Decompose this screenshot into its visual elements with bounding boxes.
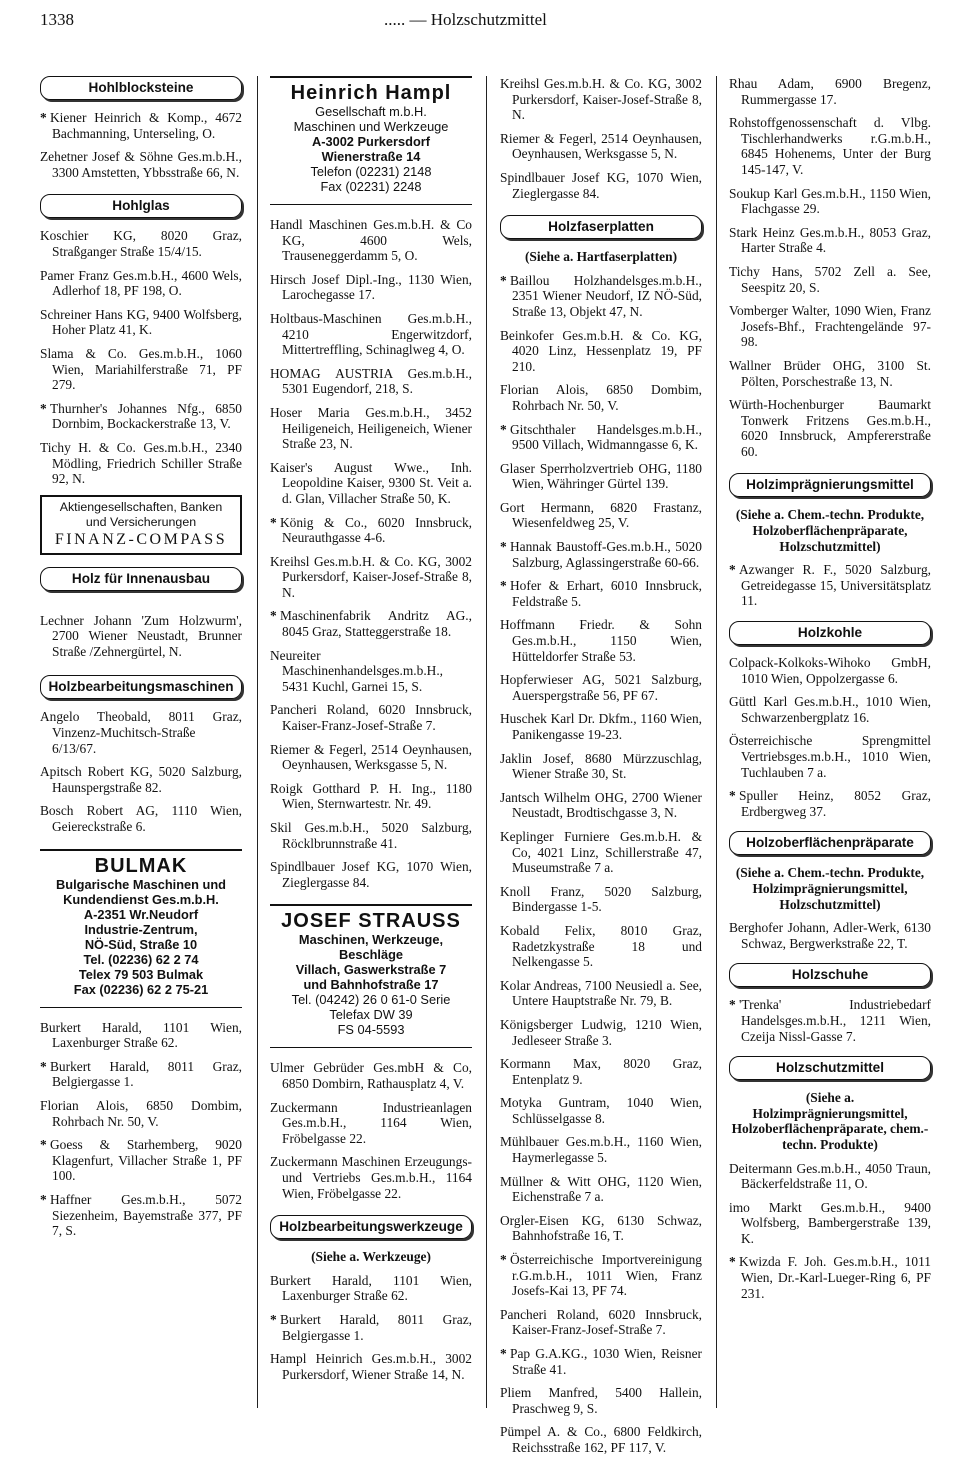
finanz-compass-ad [40, 495, 242, 555]
ad-line: Fax (02231) 2248 [320, 179, 422, 194]
list-item: Zuckermann Industrieanlagen Ges.m.b.H., 1164 Wien, Fröbelgasse 22. [270, 1099, 472, 1146]
column-3 [500, 76, 702, 1464]
list-item: Jaklin Josef, 8680 Mürzzuschlag, Wiener Straße 30, St. [500, 750, 702, 782]
list-item: Zehetner Josef & Söhne Ges.m.b.H., 3300 Amstetten, Ybbsstraße 66, N. [40, 149, 242, 180]
list-item: Apitsch Robert KG, 5020 Salzburg, Haunspergstraße 82. [40, 764, 242, 795]
list-item: * Thurnher's Johannes Nfg., 6850 Dornbim, Bockackerstraße 13, V. [40, 400, 242, 432]
list-item: Österreichische Sprengmittel Vertriebsges.m.b.H., 1010 Wien, Tuchlauben 7 a. [729, 733, 931, 780]
ad-line: Tel. (04242) 26 0 61-0 Serie [291, 992, 451, 1008]
list-item: Würth-Hochenburger Baumarkt Tonwerk Fritzens Ges.m.b.H., 6020 Innsbruck, Ampfererstraße 60. [729, 397, 931, 459]
list-item: * Haffner Ges.m.b.H., 5072 Siezenheim, Bayemstraße 377, PF 7, S. [40, 1191, 242, 1239]
column-rule [486, 76, 487, 1408]
list-item: Florian Alois, 6850 Dombim, Rohrbach Nr. 50, V. [40, 1098, 242, 1129]
list-item: Tichy Hans, 5702 Zell a. See, Seespitz 20, S. [729, 263, 931, 295]
ad-line: Gesellschaft m.b.H. [315, 104, 427, 119]
ad-rule [40, 849, 242, 851]
list-item: Wallner Brüder OHG, 3100 St. Pölten, Porschestraße 13, N. [729, 357, 931, 389]
marker-star: * [40, 1191, 47, 1207]
list-item: * Kiener Heinrich & Komp., 4672 Bachmanning, Unterseling, O. [40, 110, 242, 141]
list-item: Kreihsl Ges.m.b.H. & Co. KG, 3002 Purkersdorf, Kaiser-Josef-Straße 8, N. [500, 76, 702, 123]
list-item: Müllner & Witt OHG, 1120 Wien, Eichenstraße 7 a. [500, 1173, 702, 1205]
ad-line: Telefax DW 39 [329, 1007, 413, 1023]
list-item: Gort Hermann, 6820 Frastanz, Wiesenfeldweg 25, V. [500, 499, 702, 531]
list-item: * Maschinenfabrik Andritz AG., 8045 Graz, Statteggerstraße 18. [270, 608, 472, 640]
ad-line: und Bahnhofstraße 17 [303, 977, 439, 993]
marker-star: * [729, 562, 736, 578]
ad-brand: FINANZ-COMPASS [54, 530, 228, 548]
ad-rule [270, 204, 472, 205]
ad-title: Heinrich Hampl [290, 82, 452, 104]
marker-star: * [500, 578, 507, 594]
list-item: * Hofer & Erhart, 6010 Innsbruck, Feldstraße 5. [500, 578, 702, 609]
column-rule [716, 76, 717, 1408]
list-item: Huschek Karl Dr. Dkfm., 1160 Wien, Panikengasse 19-23. [500, 711, 702, 742]
ad-line: Telefon (02231) 2148 [310, 164, 432, 179]
list-item: Riemer & Fegerl, 2514 Oeynhausen, Oeynhausen, Werksgasse 5, N. [270, 741, 472, 773]
list-item: Kaiser's August Wwe., Inh. Leopoldine Kaiser, 9300 St. Veit a. d. Glan, Villacher Straße 50, K. [270, 459, 472, 506]
list-item: Tichy H. & Co. Ges.m.b.H., 2340 Mödling, Friedrich Schiller Straße 92, N. [40, 439, 242, 487]
column-rule [257, 76, 258, 1408]
ad-rule [270, 904, 472, 906]
list-item: Orgler-Eisen KG, 6130 Schwaz, Bahnhofstraße 16, T. [500, 1212, 702, 1244]
ad-line: und Versicherungen [85, 514, 197, 529]
ad-title: BULMAK [94, 854, 188, 877]
section-heading: Holzschuhe [729, 963, 931, 987]
list-item: Hirsch Josef Dipl.-Ing., 1130 Wien, Larochegasse 17. [270, 271, 472, 303]
ad-line: Kundendienst Ges.m.b.H. [63, 891, 219, 907]
page-number: 1338 [40, 10, 74, 29]
page-header [40, 10, 932, 36]
marker-star: * [500, 1252, 507, 1268]
marker-star: * [500, 1346, 507, 1361]
column-4 [729, 76, 931, 1309]
list-item: * Baillou Holzhandelsges.m.b.H., 2351 Wiener Neudorf, IZ NÖ-Süd, Straße 13, Objekt 47, N. [500, 272, 702, 319]
ad-line: Fax (02236) 62 2 75-21 [73, 981, 209, 997]
list-item: * Spuller Heinz, 8052 Graz, Erdbergweg 37. [729, 788, 931, 819]
list-item: Pamer Franz Ges.m.b.H., 4600 Wels, Adlerhof 18, PF 198, O. [40, 267, 242, 299]
list-item: Spindlbauer Josef KG, 1070 Wien, Zieglergasse 84. [500, 169, 702, 201]
list-item: Florian Alois, 6850 Dombim, Rohrbach Nr. 50, V. [500, 382, 702, 413]
marker-star: * [729, 788, 736, 804]
list-item: Schreiner Hans KG, 9400 Wolfsberg, Hoher Platz 41, K. [40, 306, 242, 338]
bulmak-ad [40, 855, 242, 997]
cross-reference: (Siehe a. Chem.-techn. Produkte, Holzoberflächenpräparate, Holzschutzmittel) [735, 507, 925, 554]
ad-title: JOSEF STRAUSS [281, 910, 461, 933]
list-item: Jantsch Wilhelm OHG, 2700 Wiener Neustadt, Brodtischgasse 3, N. [500, 789, 702, 821]
list-item: Pancheri Roland, 6020 Innsbruck, Kaiser-Franz-Josef-Straße 7. [270, 702, 472, 734]
ad-line: Bulgarische Maschinen und [56, 876, 226, 892]
ad-rule [40, 1007, 242, 1008]
ad-line: Villach, Gaswerkstraße 7 [295, 962, 447, 978]
ad-line: Wienerstraße 14 [321, 149, 421, 164]
list-item: Hopferwieser AG, 5021 Salzburg, Auerspergstraße 56, PF 67. [500, 672, 702, 703]
list-item: * Azwanger R. F., 5020 Salzburg, Getreidegasse 15, Universitätsplatz 11. [729, 562, 931, 609]
marker-star: * [40, 400, 47, 416]
list-item: Handl Maschinen Ges.m.b.H. & Co KG, 4600 Wels, Trauseneggerdamm 5, O. [270, 217, 472, 264]
list-item: Riemer & Fegerl, 2514 Oeynhausen, Oeynhausen, Werksgasse 5, N. [500, 130, 702, 162]
ad-rule [270, 1047, 472, 1048]
list-item: Kreihsl Ges.m.b.H. & Co. KG, 3002 Purkersdorf, Kaiser-Josef-Straße 8, N. [270, 553, 472, 600]
list-item: Rhau Adam, 6900 Bregenz, Rummergasse 17. [729, 76, 931, 107]
section-heading: Holz für Innenausbau [40, 567, 242, 591]
list-item: Beinkofer Ges.m.b.H. & Co. KG, 4020 Linz, Hessenplatz 19, PF 210. [500, 327, 702, 374]
list-item: Knoll Franz, 5020 Salzburg, Bindergasse 1-5. [500, 883, 702, 915]
marker-star: * [40, 1058, 47, 1074]
section-heading: Holzkohle [729, 621, 931, 645]
marker-star: * [40, 110, 47, 125]
list-item: Holtbaus-Maschinen Ges.m.b.H., 4210 Engerwitzdorf, Mittertreffling, Schinaglweg 4, O. [270, 310, 472, 358]
ad-line: Aktiengesellschaften, Banken [59, 499, 223, 514]
marker-star: * [729, 997, 736, 1013]
list-item: * Kwizda F. Joh. Ges.m.b.H., 1011 Wien, Dr.-Karl-Lueger-Ring 6, PF 231. [729, 1254, 931, 1301]
list-item: Keplinger Furniere Ges.m.b.H. & Co, 4021 Linz, Schillerstraße 47, Museumstraße 7 a. [500, 828, 702, 876]
section-heading: Hohlblocksteine [40, 76, 242, 100]
marker-star: * [270, 608, 277, 624]
marker-star: * [500, 539, 507, 555]
marker-star: * [270, 1311, 277, 1327]
ad-rule [270, 76, 472, 78]
list-item: * Burkert Harald, 8011 Graz, Belgiergasse 1. [270, 1311, 472, 1343]
list-item: * Österreichische Importvereinigung r.G.m.b.H., 1011 Wien, Franz Josefs-Kai 13, PF 74. [500, 1252, 702, 1299]
list-item: * Hannak Baustoff-Ges.m.b.H., 5020 Salzburg, Aglassingerstraße 60-66. [500, 539, 702, 570]
list-item: Stark Heinz Ges.m.b.H., 8053 Graz, Harter Straße 4. [729, 224, 931, 256]
hampl-ad [270, 82, 472, 194]
ad-line: Telex 79 503 Bulmak [78, 966, 204, 982]
list-item: * Pap G.A.KG., 1030 Wien, Reisner Straße 41. [500, 1346, 702, 1377]
list-item: Burkert Harald, 1101 Wien, Laxenburger Straße 62. [40, 1019, 242, 1051]
running-title: ..... — Holzschutzmittel [384, 10, 547, 29]
list-item: Motyka Guntram, 1040 Wien, Schlüsselgasse 8. [500, 1095, 702, 1126]
cross-reference: (Siehe a. Holzimprägnierungsmittel, Holzoberflächenpräparate, chem.-techn. Produkte) [731, 1090, 929, 1152]
list-item: Mühlbauer Ges.m.b.H., 1160 Wien, Haymerlegasse 5. [500, 1134, 702, 1166]
ad-line: Industrie-Zentrum, [84, 921, 198, 937]
list-item: * Burkert Harald, 8011 Graz, Belgiergasse 1. [40, 1058, 242, 1090]
column-1 [40, 76, 242, 1247]
list-item: Kormann Max, 8020 Graz, Entenplatz 9. [500, 1056, 702, 1087]
list-item: Deitermann Ges.m.b.H., 4050 Traun, Bäckerfeldstraße 11, O. [729, 1160, 931, 1192]
list-item: Rohstoffgenossenschaft d. Vlbg. Tischlerhandwerks r.G.m.b.H., 6845 Hohenems, Unter der Burg 145-147, V. [729, 115, 931, 177]
list-item: Skil Ges.m.b.H., 5020 Salzburg, Röcklbrunnstraße 41. [270, 820, 472, 851]
list-item: Hoser Maria Ges.m.b.H., 3452 Heiligeneich, Heiligeneich, Wiener Straße 23, N. [270, 404, 472, 452]
list-item: Pümpel A. & Co., 6800 Feldkirch, Reichsstraße 162, PF 117, V. [500, 1424, 702, 1455]
ad-line: Tel. (02236) 62 2 74 [83, 951, 199, 967]
list-item: * 'Trenka' Industriebedarf Handelsges.m.b.H., 1211 Wien, Czeija Nissl-Gasse 7. [729, 997, 931, 1044]
list-item: Burkert Harald, 1101 Wien, Laxenburger Straße 62. [270, 1272, 472, 1304]
list-item: Koschier KG, 8020 Graz, Straßganger Straße 15/4/15. [40, 228, 242, 259]
list-item: Lechner Johann 'Zum Holzwurm', 2700 Wiener Neustadt, Brunner Straße /Zehnergürtel, N. [40, 612, 242, 659]
list-item: Güttl Karl Ges.m.b.H., 1010 Wien, Schwarzenbergplatz 16. [729, 694, 931, 725]
ad-line: Maschinen und Werkzeuge [293, 119, 449, 134]
list-item: Vomberger Walter, 1090 Wien, Franz Josefs-Bhf., Frachtengelände 97-98. [729, 303, 931, 350]
marker-star: * [729, 1254, 736, 1270]
list-item: HOMAG AUSTRIA Ges.m.b.H., 5301 Eugendorf, 218, S. [270, 365, 472, 397]
marker-star: * [500, 421, 507, 437]
list-item: Hampl Heinrich Ges.m.b.H., 3002 Purkersdorf, Wiener Straße 14, N. [270, 1351, 472, 1382]
list-item: Bosch Robert AG, 1110 Wien, Geiereckstraße 6. [40, 803, 242, 835]
list-item: Glaser Sperrholzvertrieb OHG, 1180 Wien, Währinger Gürtel 139. [500, 460, 702, 492]
ad-line: Maschinen, Werkzeuge, [298, 932, 444, 948]
list-item: Ulmer Gebrüder Ges.mbH & Co, 6850 Dombirn, Rathausplatz 4, V. [270, 1060, 472, 1091]
list-item: Soukup Karl Ges.m.b.H., 1150 Wien, Flachgasse 29. [729, 185, 931, 217]
list-item: Slama & Co. Ges.m.b.H., 1060 Wien, Mariahilferstraße 71, PF 279. [40, 345, 242, 393]
section-heading: Holzimprägnierungsmittel [729, 473, 931, 497]
list-item: Roigk Gotthard P. H. Ing., 1180 Wien, Sternwartestr. Nr. 49. [270, 780, 472, 812]
strauss-ad [270, 910, 472, 1037]
list-item: * König & Co., 6020 Innsbruck, Neurauthgasse 4-6. [270, 514, 472, 546]
cross-reference: (Siehe a. Hartfaserplatten) [524, 249, 678, 265]
list-item: Angelo Theobald, 8011 Graz, Vinzenz-Muchitsch-Straße 6/13/67. [40, 709, 242, 756]
list-item: Neureiter Maschinenhandelsges.m.b.H., 5431 Kuchl, Garnei 15, S. [270, 647, 444, 694]
marker-star: * [500, 272, 507, 288]
list-item: Colpack-Kolkoks-Wihoko GmbH, 1010 Wien, Oppolzergasse 6. [729, 655, 931, 686]
cross-reference: (Siehe a. Chem.-techn. Produkte, Holzimprägnierungsmittel, Holzschutzmittel) [735, 865, 925, 912]
section-heading: Holzschutzmittel [729, 1056, 931, 1080]
list-item: Hoffmann Friedr. & Sohn Ges.m.b.H., 1150 Wien, Hütteldorfer Straße 53. [500, 617, 702, 664]
list-item: Pliem Manfred, 5400 Hallein, Praschweg 9, S. [500, 1385, 702, 1416]
list-item: Berghofer Johann, Adler-Werk, 6130 Schwaz, Bergwerkstraße 22, T. [729, 920, 931, 951]
list-item: * Gitschthaler Handelsges.m.b.H., 9500 Villach, Widmanngasse 6, K. [500, 421, 702, 453]
list-item: Kolar Andreas, 7100 Neusiedl a. See, Untere Hauptstraße Nr. 79, B. [500, 977, 702, 1009]
section-heading: Holzoberflächenpräparate [729, 831, 931, 855]
column-2 [270, 76, 472, 1390]
section-heading: Holzbearbeitungswerkzeuge [270, 1215, 472, 1239]
list-item: Zuckermann Maschinen Erzeugungs- und Vertriebs Ges.m.b.H., 1164 Wien, Fröbelgasse 22. [270, 1154, 472, 1201]
marker-star: * [270, 514, 277, 530]
list-item: Königsberger Ludwig, 1210 Wien, Jedleseer Straße 3. [500, 1016, 702, 1048]
marker-star: * [40, 1137, 47, 1153]
ad-line: FS 04-5593 [337, 1022, 405, 1038]
list-item: Kobald Felix, 8010 Graz, Radetzkystraße 18 und Nelkengasse 5. [500, 922, 702, 970]
ad-line: NÖ-Süd, Straße 10 [84, 936, 198, 952]
ad-line: A-2351 Wr.Neudorf [83, 906, 199, 922]
section-heading: Holzbearbeitungsmaschinen [40, 675, 242, 699]
ad-line: A-3002 Purkersdorf [311, 134, 431, 149]
cross-reference: (Siehe a. Werkzeuge) [311, 1249, 431, 1265]
section-heading: Hohlglas [40, 194, 242, 218]
list-item: Spindlbauer Josef KG, 1070 Wien, Zieglergasse 84. [270, 859, 472, 890]
list-item: Pancheri Roland, 6020 Innsbruck, Kaiser-Franz-Josef-Straße 7. [500, 1306, 702, 1338]
section-heading: Holzfaserplatten [500, 215, 702, 239]
ad-line: Beschläge [338, 947, 404, 963]
list-item: imo Markt Ges.m.b.H., 9400 Wolfsberg, Bambergerstraße 139, K. [729, 1199, 931, 1246]
list-item: * Goess & Starhemberg, 9020 Klagenfurt, Villacher Straße 1, PF 100. [40, 1137, 242, 1184]
